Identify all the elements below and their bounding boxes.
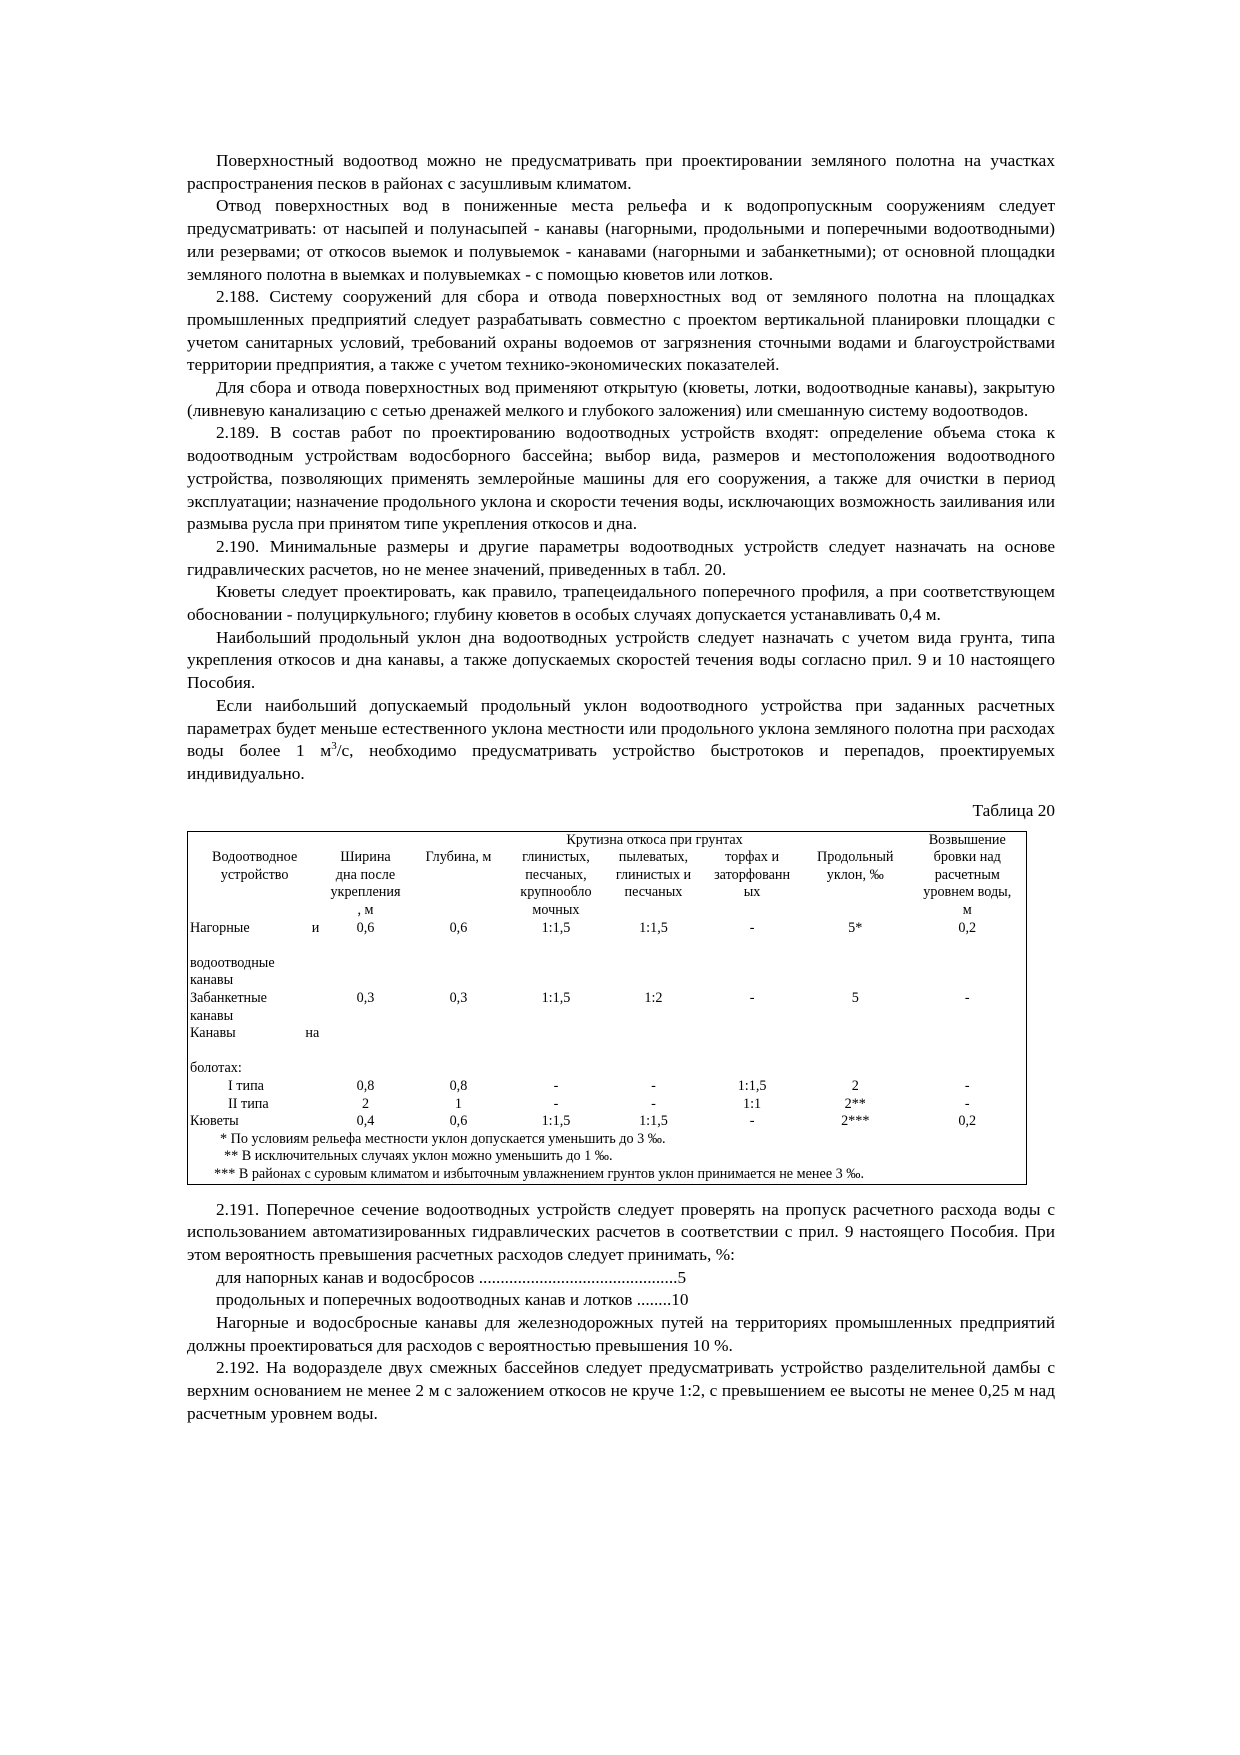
header-blank — [802, 831, 909, 849]
cell-line: Ширина — [340, 849, 391, 866]
table-caption: Таблица 20 — [972, 800, 1055, 820]
paragraph-text: /с, необходимо предусматривать устройство быстротоков и перепадов, проектируемых индивидуально. — [187, 741, 1055, 783]
superscript: 3 — [331, 740, 337, 753]
device-name-cell — [188, 1025, 322, 1078]
cell-depth — [410, 1096, 508, 1114]
cell-value: 0,3 — [356, 990, 375, 1007]
cell-value: 1:1,5 — [639, 919, 668, 936]
device-name-cell — [188, 1078, 322, 1096]
cell-line: Забанкетные — [190, 990, 267, 1007]
cell-value: - — [964, 1078, 970, 1094]
cell-value: - — [553, 1095, 559, 1112]
cell-peat — [702, 990, 802, 1025]
cell-rise — [909, 1113, 1027, 1131]
cell-value: 1:1 — [743, 1095, 762, 1112]
cell-width — [321, 1113, 409, 1131]
cell-silty — [605, 1096, 703, 1114]
cell-value: 0,6 — [449, 919, 468, 936]
cell-silty — [605, 920, 703, 990]
cell-value: 2 — [851, 1078, 859, 1094]
cell-value: 5* — [848, 919, 863, 936]
paragraph: Отвод поверхностных вод в пониженные места рельефа и к водопропускным сооружениям следует предусматривать: от насыпей и полунасыпей - канавы (нагорными, продольными и поперечными водоотводными) или резервами; от откосов выемок и полувыемок - канавами (нагорными и забанкетными); от основной площадки земляного полотна в выемках и полувыемках - с помощью кюветов или лотков. — [187, 196, 1055, 284]
cell-clay — [507, 1078, 605, 1096]
cell-slope — [802, 1113, 909, 1131]
cell-value: 1:1,5 — [541, 1113, 571, 1130]
device-name-cell — [188, 990, 322, 1025]
footnote-text: ** В исключительных случаях уклон можно уменьшить до 1 ‰. — [224, 1148, 613, 1165]
paragraph: 2.188. Систему сооружений для сбора и отвода поверхностных вод от земляного полотна на площадках промышленных предприятий следует разрабатывать совместно с проектом вертикальной планировки площадки с учетом санитарных условий, требований охраны водоемов от загрязнения сточными водами и благоустройствами территории предприятия, а также с учетом технико-экономических показателей. — [187, 287, 1055, 375]
header-slope-group — [507, 831, 802, 849]
cell-word: Канавы — [190, 1025, 236, 1042]
cell-value: 0,3 — [449, 990, 468, 1007]
device-name-cell — [188, 1096, 322, 1114]
cell-line: II типа — [228, 1095, 269, 1112]
cell-value: 0,8 — [449, 1078, 468, 1094]
table-row — [188, 920, 1027, 990]
paragraph: для напорных канав и водосбросов ..............................................5 — [216, 1267, 687, 1287]
cell-value: 1:1,5 — [737, 1078, 767, 1094]
cell-line: водоотводные — [190, 954, 275, 971]
cell-slope — [802, 1096, 909, 1114]
cell-line: ых — [743, 884, 761, 901]
footnote-text: *** В районах с суровым климатом и избыточным увлажнением грунтов уклон принимается не менее 3 ‰. — [214, 1165, 865, 1182]
header-peat — [702, 849, 802, 919]
cell-clay — [507, 920, 605, 990]
table-footnote — [188, 1166, 1027, 1184]
cell-line — [190, 920, 319, 938]
cell-value: 0,6 — [356, 919, 375, 936]
cell-word: на — [305, 1025, 320, 1042]
cell-peat — [702, 1096, 802, 1114]
cell-value: - — [964, 990, 970, 1007]
cell-clay — [507, 1096, 605, 1114]
cell-line: уклон, ‰ — [826, 866, 884, 883]
cell-line — [190, 1025, 319, 1043]
cell-line: укрепления — [330, 884, 401, 901]
cell-line: Продольный — [817, 849, 894, 866]
cell-rise — [909, 920, 1027, 990]
group-header-text: Крутизна откоса при грунтах — [566, 831, 743, 848]
header-blank — [188, 831, 508, 849]
cell-width — [321, 990, 409, 1025]
header-device — [188, 849, 322, 919]
cell-peat — [702, 1113, 802, 1131]
cell-slope — [802, 1078, 909, 1096]
cell-value: - — [553, 1078, 559, 1094]
header-clay — [507, 849, 605, 919]
text-block-before-table — [187, 150, 1055, 695]
cell-value: 0,8 — [356, 1078, 375, 1094]
cell-line: крупнообло — [520, 884, 592, 901]
document-page — [187, 150, 1055, 1426]
cell-value: - — [964, 1095, 970, 1112]
cell-line: Водоотводное — [212, 849, 298, 866]
cell-value: - — [749, 1113, 755, 1130]
paragraph: Для сбора и отвода поверхностных вод применяют открытую (кюветы, лотки, водоотводные канавы), закрытую (ливневую канализацию с сетью дренажей мелкого и глубокого заложения) или смешанную систему водоотводов. — [187, 378, 1055, 420]
cell-depth — [410, 1078, 508, 1096]
cell-word: и — [311, 919, 320, 936]
cell-value: 0,6 — [449, 1113, 468, 1130]
device-name-cell — [188, 920, 322, 990]
cell-rise — [909, 1078, 1027, 1096]
cell-silty — [605, 1025, 703, 1078]
cell-value: 1:1,5 — [541, 919, 571, 936]
cell-line: песчаных — [624, 884, 683, 901]
paragraph: продольных и поперечных водоотводных канав и лотков ........10 — [216, 1290, 689, 1310]
cell-line: заторфованн — [714, 866, 791, 883]
cell-value: 1:2 — [644, 990, 663, 1007]
table-footnote — [188, 1131, 1027, 1149]
paragraph-text: Если наибольший допускаемый продольный уклон водоотводного устройства при заданных расчетных параметрах будет меньше естественного уклона местности или продольного уклона земляного полотна при расходах воды более 1 м — [187, 695, 1055, 761]
cell-width — [321, 1096, 409, 1114]
header-depth — [410, 849, 508, 919]
header-slope — [802, 849, 909, 919]
cell-line: глинистых, — [522, 849, 590, 866]
table-20 — [187, 831, 1027, 1185]
cell-line: расчетным — [934, 866, 1000, 883]
cell-line: бровки над — [933, 849, 1001, 866]
cell-value: 1:1,5 — [541, 990, 571, 1007]
paragraph-flow-rate — [187, 695, 1055, 786]
cell-depth — [410, 990, 508, 1025]
cell-rise — [909, 1025, 1027, 1078]
cell-width — [321, 1078, 409, 1096]
cell-value: - — [651, 1078, 656, 1094]
footnote-text: * По условиям рельефа местности уклон допускается уменьшить до 3 ‰. — [220, 1130, 666, 1147]
cell-width — [321, 920, 409, 990]
cell-depth — [410, 1113, 508, 1131]
text-block-after-table — [187, 1199, 1055, 1426]
table-row — [188, 1096, 1027, 1114]
table-row — [188, 990, 1027, 1025]
cell-line: песчаных, — [525, 866, 587, 883]
cell-line: канавы — [190, 1007, 234, 1024]
header-rise — [909, 831, 1027, 919]
cell-line: Кюветы — [190, 1113, 239, 1130]
cell-line: Возвышение — [928, 831, 1006, 848]
table-footnote — [188, 1148, 1027, 1166]
cell-value: 1 — [454, 1095, 462, 1112]
cell-word: Нагорные — [190, 919, 250, 936]
cell-peat — [702, 1078, 802, 1096]
cell-depth — [410, 920, 508, 990]
cell-line: устройство — [220, 866, 289, 883]
cell-value: 1:1,5 — [639, 1113, 668, 1130]
cell-rise — [909, 1096, 1027, 1114]
cell-value: 5 — [851, 990, 859, 1007]
cell-value: - — [749, 919, 755, 936]
paragraph: 2.190. Минимальные размеры и другие параметры водоотводных устройств следует назначать на основе гидравлических расчетов, но не менее значений, приведенных в табл. 20. — [187, 536, 1055, 579]
cell-line: мочных — [532, 902, 580, 919]
paragraph: 2.192. На водоразделе двух смежных бассейнов следует предусматривать устройство разделительной дамбы с верхним основанием не менее 2 м с заложением откосов не круче 1:2, с превышением ее высоты не менее 0,25 м над расчетным уровнем воды. — [187, 1358, 1055, 1423]
cell-peat — [702, 920, 802, 990]
table-row — [188, 1078, 1027, 1096]
paragraph: Нагорные и водосбросные канавы для железнодорожных путей на территориях промышленных предприятий должны проектироваться для расходов с вероятностью превышения 10 %. — [187, 1313, 1055, 1355]
cell-line: глинистых и — [615, 866, 692, 883]
cell-value: 2 — [361, 1095, 370, 1112]
cell-value: 0,2 — [958, 919, 977, 936]
cell-rise — [909, 990, 1027, 1025]
cell-value: 0,4 — [356, 1113, 375, 1130]
cell-line: канавы — [190, 972, 234, 989]
cell-line: уровнем воды, — [923, 884, 1012, 901]
cell-slope — [802, 1025, 909, 1078]
cell-line: торфах и — [725, 849, 780, 866]
cell-peat — [702, 1025, 802, 1078]
cell-line: дна после — [335, 866, 396, 883]
paragraph: Поверхностный водоотвод можно не предусматривать при проектировании земляного полотна на участках распространения песков в районах с засушливым климатом. — [187, 151, 1055, 193]
paragraph: 2.189. В состав работ по проектированию водоотводных устройств входят: определение объема стока к водоотводным устройствам водосборного бассейна; выбор вида, размеров и местоположения водоотводного устройства, позволяющих применять землеройные машины для его сооружения, а также для очистки в период эксплуатации; назначение продольного уклона и скорости течения воды, исключающих возможность заиливания или размыва русла при принятом типе укрепления откосов и дна. — [187, 423, 1055, 534]
paragraph: Кюветы следует проектировать, как правило, трапецеидального поперечного профиля, а при соответствующем обосновании - полуциркульного; глубину кюветов в особых случаях допускается устанавливать 0,4 м. — [187, 582, 1055, 625]
cell-silty — [605, 1113, 703, 1131]
cell-value: - — [651, 1095, 656, 1112]
cell-line: болотах: — [190, 1060, 242, 1077]
header-width — [321, 849, 409, 919]
device-name-cell — [188, 1113, 322, 1131]
paragraph: Наибольший продольный уклон дна водоотводных устройств следует назначать с учетом вида грунта, типа укрепления откосов и дна канавы, а также допускаемых скоростей течения воды согласно прил. 9 и 10 настоящего Пособия. — [187, 627, 1055, 693]
header-silty — [605, 849, 703, 919]
cell-silty — [605, 1078, 703, 1096]
cell-clay — [507, 990, 605, 1025]
cell-value: 0,2 — [958, 1113, 977, 1130]
cell-value: 2** — [844, 1095, 866, 1112]
cell-clay — [507, 1113, 605, 1131]
cell-slope — [802, 920, 909, 990]
cell-depth — [410, 1025, 508, 1078]
paragraph: 2.191. Поперечное сечение водоотводных устройств следует проверять на пропуск расчетного расхода воды с использованием автоматизированных гидравлических расчетов в соответствии с прил. 9 настоящего Пособия. При этом вероятность превышения расчетных расходов следует принимать, %: — [187, 1199, 1055, 1264]
table-row — [188, 1113, 1027, 1131]
table-row — [188, 1025, 1027, 1078]
cell-value: - — [749, 990, 755, 1007]
cell-value: 2*** — [841, 1113, 870, 1130]
cell-line: I типа — [228, 1078, 264, 1094]
cell-clay — [507, 1025, 605, 1078]
cell-line: Глубина, м — [425, 849, 492, 866]
cell-line: пылеватых, — [618, 849, 689, 866]
cell-silty — [605, 990, 703, 1025]
cell-width — [321, 1025, 409, 1078]
cell-line: , м — [357, 902, 374, 919]
cell-line: м — [962, 902, 972, 919]
cell-slope — [802, 990, 909, 1025]
